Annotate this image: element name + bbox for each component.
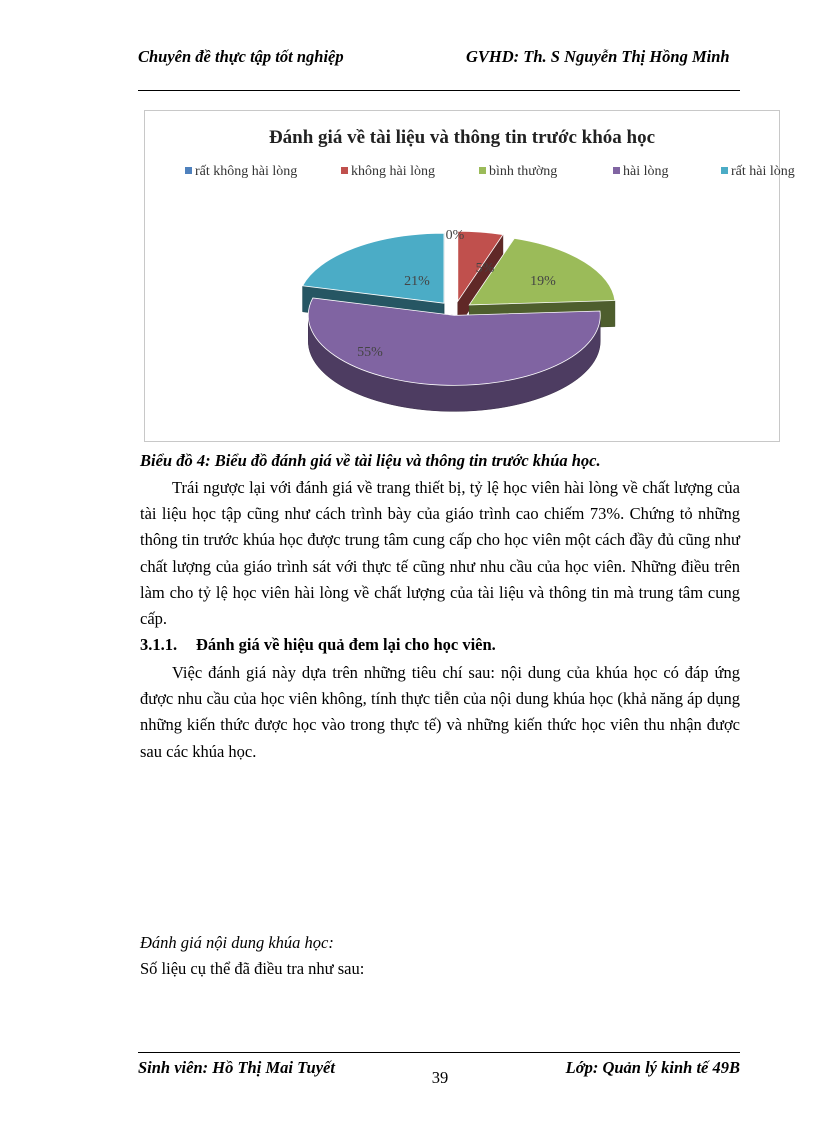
figure-caption: Biểu đồ 4: Biểu đồ đánh giá về tài liệu và thông tin trước khúa học. [140, 451, 601, 470]
header-left: Chuyên đề thực tập tốt nghiệp [138, 47, 344, 66]
footer-class: Lớp: Quản lý kinh tế 49B [565, 1058, 740, 1077]
header-right: GVHD: Th. S Nguyễn Thị Hồng Minh [466, 47, 730, 66]
legend-label: rất không hài lòng [195, 164, 298, 179]
legend-swatch [341, 167, 348, 174]
chart-legend [185, 164, 795, 179]
legend-label: hài lòng [623, 164, 669, 179]
data-label: 5% [475, 261, 495, 276]
pie-slice [308, 298, 600, 411]
legend-label: không hài lòng [351, 164, 435, 179]
paragraph-2: Việc đánh giá này dựa trên những tiêu chí sau: nội dung của khúa học có đáp ứng được nhu cầu của học viên không, tính thực tiễn của nội dung khúa học (khả năng áp dụng những kiến thức được học vào trong thực tế) và những kiến thức học viên thu nhận được sau các khúa học. [140, 663, 740, 761]
header-rule [138, 90, 740, 91]
data-label: 21% [404, 274, 430, 289]
pie-slices [303, 231, 615, 411]
chart-title: Đánh giá về tài liệu và thông tin trước khóa học [268, 127, 656, 148]
subheading: Đánh giá nội dung khúa học: [140, 933, 334, 952]
legend-label: bình thường [489, 164, 558, 179]
data-label: 0% [445, 228, 465, 243]
legend-swatch [185, 167, 192, 174]
footer-rule [138, 1052, 740, 1053]
legend-swatch [613, 167, 620, 174]
data-label: 19% [530, 274, 556, 289]
data-label: 55% [357, 345, 383, 360]
footer-student: Sinh viên: Hồ Thị Mai Tuyết [138, 1058, 335, 1077]
paragraph-1: Trái ngược lại với đánh giá về trang thiết bị, tỷ lệ học viên hài lòng về chất lượng của tài liệu học tập cũng như cách trình bày của giáo trình cao chiếm 73%. Chứng tỏ những thông tin trước khúa học được trung tâm cung cấp cho học viên một cách đầy đủ cũng như chất lượng của giáo trình sát với thực tế cũng như nhu cầu của học viên. Những điều trên làm cho tỷ lệ học viên hài lòng về chất lượng của tài liệu và thông tin mà trung tâm cung cấp. [140, 478, 740, 629]
pie-chart-svg [145, 111, 795, 441]
section-title: Đánh giá về hiệu quả đem lại cho học viên. [196, 635, 496, 654]
legend-swatch [721, 167, 728, 174]
legend-swatch [479, 167, 486, 174]
page-number: 39 [431, 1068, 449, 1087]
data-intro-line: Số liệu cụ thể đã điều tra như sau: [140, 959, 365, 978]
section-heading [140, 634, 740, 656]
legend-label: rất hài lòng [731, 164, 795, 179]
section-number: 3.1.1. [140, 635, 178, 654]
pie-chart [144, 110, 795, 442]
